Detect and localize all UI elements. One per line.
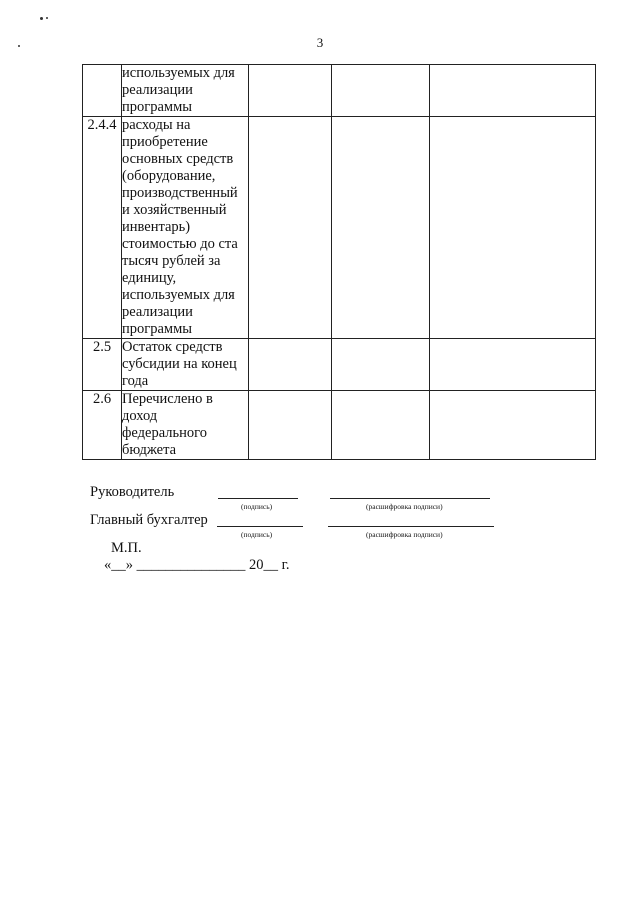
description-line: (оборудование, [122,168,216,184]
description-line: субсидии на конец [122,356,237,372]
row-number [83,65,122,117]
description-line: Остаток средств [122,339,223,355]
value-cell [249,339,332,391]
description-line: и хозяйственный [122,202,227,218]
value-cell [332,391,430,460]
description-line: Перечислено в [122,391,213,407]
report-table [82,64,596,460]
value-cell [430,339,596,391]
description-line: используемых для [122,65,235,81]
row-description [122,65,249,117]
description-line: реализации [122,82,193,98]
description-line: программы [122,99,192,115]
value-cell [332,117,430,339]
description-line: основных средств [122,151,234,167]
value-cell [430,117,596,339]
description-line: стоимостью до ста [122,236,238,252]
accountant-decoding-line [328,526,494,527]
description-line: используемых для [122,287,235,303]
description-line: бюджета [122,442,177,458]
row-number: 2.4.4 [83,117,122,339]
accountant-signature-hint: (подпись) [241,530,273,539]
value-cell [332,65,430,117]
value-cell [430,391,596,460]
value-cell [430,65,596,117]
table-row [83,339,596,391]
accountant-signature-line [217,526,303,527]
value-cell [332,339,430,391]
table-row [83,65,596,117]
description-line: года [122,373,149,389]
accountant-decoding-hint: (расшифровка подписи) [366,530,443,539]
description-line: тысяч рублей за [122,253,221,269]
row-number: 2.5 [83,339,122,391]
row-number: 2.6 [83,391,122,460]
description-line: федерального [122,425,207,441]
row-description [122,339,249,391]
row-description [122,391,249,460]
table-row [83,117,596,339]
date-line: «__» _______________ 20__ г. [104,557,290,573]
head-decoding-hint: (расшифровка подписи) [366,502,443,511]
description-line: инвентарь) [122,219,191,235]
table-row [83,391,596,460]
description-line: доход [122,408,158,424]
description-line: единицу, [122,270,177,286]
value-cell [249,391,332,460]
page-number: 3 [316,35,324,50]
accountant-label: Главный бухгалтер [90,512,208,528]
description-line: производственный [122,185,238,201]
head-signature-line [218,498,298,499]
row-description [122,117,249,339]
value-cell [249,65,332,117]
head-label: Руководитель [90,484,175,500]
head-signature-hint: (подпись) [241,502,273,511]
description-line: программы [122,321,192,337]
description-line: реализации [122,304,193,320]
scan-speck [46,17,48,19]
stamp-label: М.П. [111,540,142,556]
head-decoding-line [330,498,490,499]
description-line: расходы на [122,117,191,133]
description-line: приобретение [122,134,208,150]
scan-speck [40,17,43,20]
value-cell [249,117,332,339]
